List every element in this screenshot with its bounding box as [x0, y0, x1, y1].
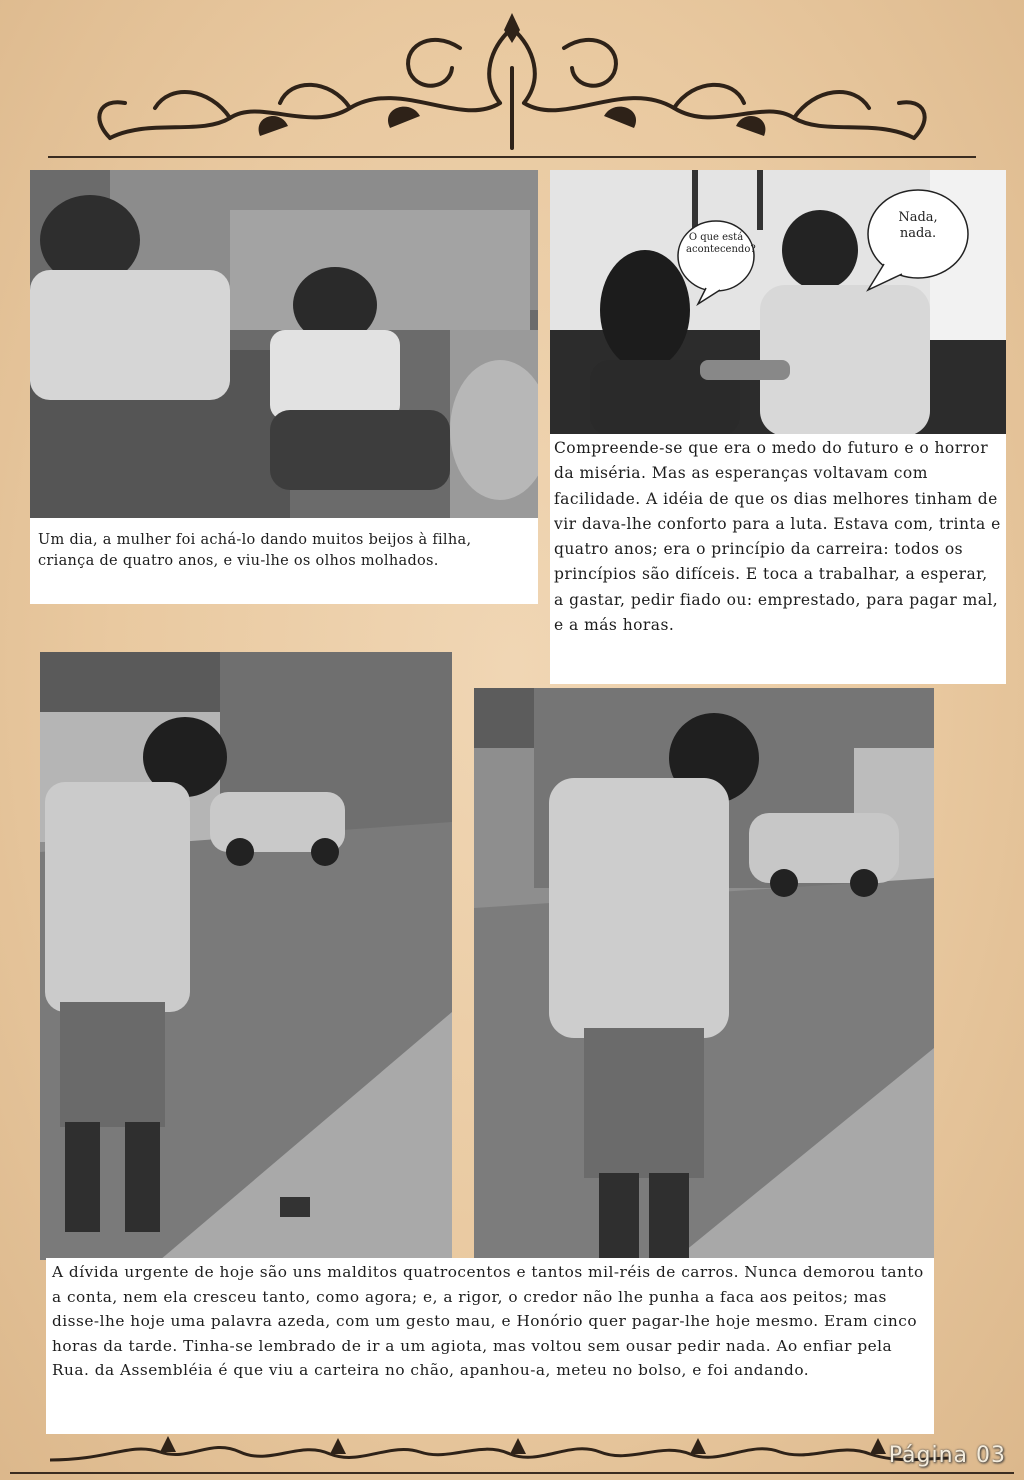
photo-father-daughter [30, 170, 538, 520]
caption-top-right: Compreende-se que era o medo do futuro e o horror da miséria. Mas as esperanças voltavam com facilidade. A idéia de que os dias melhores tinham de vir dava-lhe conforto para a luta. Estava com, trinta e quatro anos; era o princípio da carreira: todos os princípios são difíceis. E toca a trabalhar, a esperar, a gastar, pedir fiado ou: emprestado, para pagar mal, e a más horas. [550, 434, 1006, 684]
photo-man-checking-watch [474, 688, 934, 1260]
speech-bubble-left [676, 218, 756, 306]
bottom-rule [10, 1472, 1014, 1474]
photo-man-looking-down [40, 652, 452, 1260]
bottom-ornament [50, 1428, 950, 1472]
caption-bottom: A dívida urgente de hoje são uns malditos quatrocentos e tantos mil-réis de carros. Nunca demorou tanto a conta, nem ela cresceu tanto, como agora; e, a rigor, o credor não lhe punha a faca aos peitos; mas disse-lhe hoje uma palavra azeda, com um gesto mau, e Honório quer pagar-lhe hoje mesmo. Eram cinco horas da tarde. Tinha-se lembrado de ir a um agiota, mas voltou sem ousar pedir nada. Ao enfiar pela Rua. da Assembléia é que viu a carteira no chão, apanhou-a, meteu no bolso, e foi andando. [46, 1258, 934, 1434]
speech-bubble-right [862, 186, 972, 296]
top-ornament [80, 8, 944, 158]
speech-text-left: O que está acontecendo? [686, 232, 756, 255]
speech-text-right: Nada, nada. [898, 210, 938, 241]
page-number: Página 03 [888, 1443, 1006, 1468]
caption-top-left: Um dia, a mulher foi achá-lo dando muitos beijos à filha, criança de quatro anos, e viu-lhe os olhos molhados. [30, 518, 538, 604]
top-rule [48, 156, 976, 158]
